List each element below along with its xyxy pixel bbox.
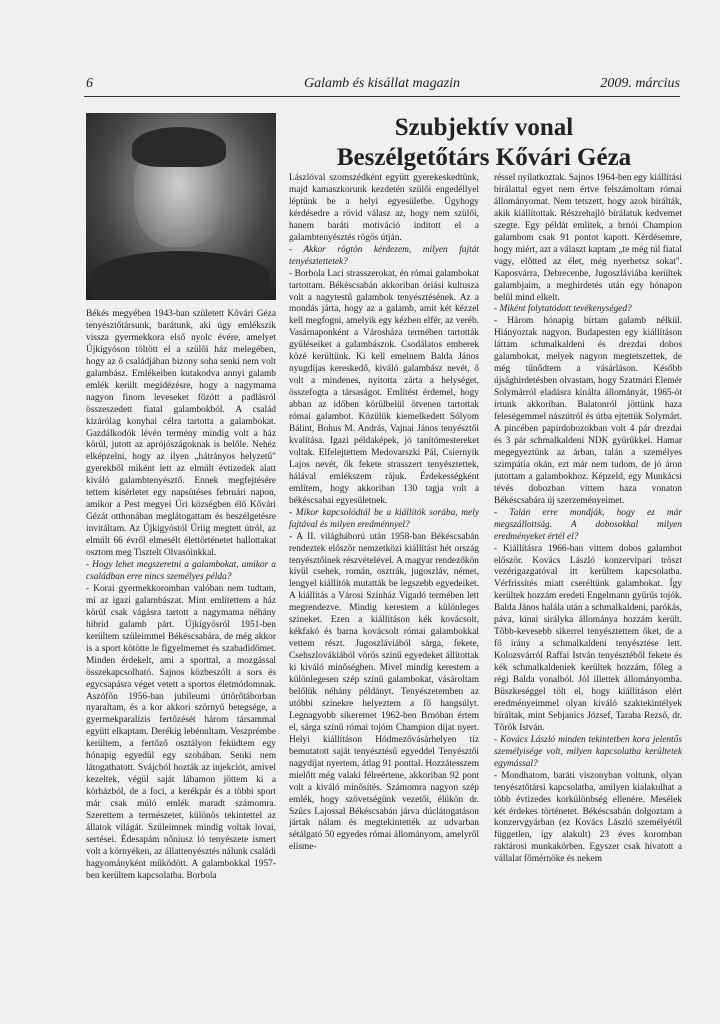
body-paragraph: Lászlóval szomszédként együtt gyerekeskedtünk, majd kamaszkorunk kezdetén szülői engedéllyel léptünk be a helyi egyesületbe. Úgyhogy kérdésedre a rövid válasz az, hogy nem szülői, hanem baráti motiváció indított el a galambtenyésztés rögös útján. bbox=[289, 173, 479, 243]
issue-date: 2009. március bbox=[600, 76, 680, 91]
body-paragraph: - Mondhatom, baráti viszonyban voltunk, olyan tenyésztőtársi kapcsolatba, amilyen kialakulhat a több évtizedes korkülönbség ellenére. Mesélek két érdekes történetet. Békéscsabán dolgoztam a konzervgyárban (ez Kovács László személyétől független, így alakult) 23 éves koromban raktárosi munkakörben. Egyszer csak hívatott a vállalat főmérnöke és nekem bbox=[494, 770, 682, 865]
portrait-shoulders bbox=[92, 251, 270, 300]
interview-question: - Miként folytatódott tevékenységed? bbox=[494, 304, 632, 315]
article-subtitle: Beszélgetőtárs Kővári Géza bbox=[336, 144, 632, 171]
article-title: Szubjektív vonal bbox=[394, 114, 574, 141]
text-column-3 bbox=[494, 173, 682, 957]
text-column-2 bbox=[289, 173, 479, 957]
portrait-photo bbox=[86, 113, 276, 300]
page-number: 6 bbox=[86, 76, 93, 91]
interview-question: - Mikor kapcsolódtál be a kiállítók sorába, mely fajtával és milyen eredménnyel? bbox=[289, 507, 479, 530]
portrait-hair bbox=[132, 127, 226, 167]
body-paragraph: - A II. világháború után 1958-ban Békéscsabán rendeztek először nemzetközi kiállítást hét ország tenyésztőinek részvételével. A magyar rendezőkön kívül csehek, román, osztrák, jugoszláv, német, lengyel kiállítók mutatták be legszebb egyedeiket. A kiállítás a Városi Színház Vigadó termében lett megrendezve. Mindig kerestem a különleges színeket. Ezen a kiállításon kék kovácsolt, kékfakó és barna kovácsolt római galambokkal vettem részt. Jugoszláviából sárga, fekete, Csehszlovákiából vörös színű egyedeket állítottak ki kiváló minőségben. Mivel mindig kerestem a különlegesen szép színű galambokat, vásároltam belőlük néhány példányt. Tenyészetemben az utóbbi színekre helyeztem a fő hangsúlyt. Legnagyobb sikeremet 1962-ben Brnóban értem el, sárga színű római tojóm Champion díjat nyert. Helyi kiállításon Hódmezővásárhelyen tíz bemutatott saját tenyésztésű egyeddel Tenyésztői nagydíjat nyertem, átlag 91 ponttal. Hozzátesszem mielőtt még valaki félreértene, akkoriban 92 pont volt a kiváló minősítés. Számomra nagyon szép emlék, hogy szövetségünk vezetői, élükön dr. Szűcs Lajossal Békéscsabán járva dúclátogatáson jártak nálam és megtekintették az udvarban sétálgató 50 egyedes római állományom, amelyről elisme- bbox=[289, 531, 479, 853]
interview-question: - Akkor rögtön kérdezem, milyen fajtát tenyésztettetek? bbox=[289, 244, 479, 267]
body-paragraph: réssel nyilatkoztak. Sajnos 1964-ben egy kiállítási bírálattal egyet nem értve felszámoltam római állományomat. Nem tetszett, hogy azok bírálták, akik kiállítottak. Részrehajló bírálatuk kedvemet szegte. Egy példát említek, a brnói Champion galambom csak 91 pontot kapott. Kérdésemre, hogy miért, azt a választ kaptam „te még túl fiatal vagy, előtted az élet, még nyerhetsz sokat". Kaposvárra, Debrecenbe, Jugoszláviába kerültek galambjaim, a meghirdetés után egy hónapon belül mind elkelt. bbox=[494, 173, 682, 303]
running-header bbox=[84, 76, 680, 96]
magazine-title: Galamb és kisállat magazin bbox=[304, 76, 460, 91]
body-paragraph: - Három hónapig bírtam galamb nélkül. Hiányoztak nagyon. Budapesten egy kiállításon láttam schmalkaldeni és drezdai dobos galambokat, melyek nagyon megtetszettek, de még tűnődtem a vásárláson. Később újsághirdetésben olvastam, hogy Szatmári Elemér Solymárról eladásra kínálta állományát, 1965-öt írtunk akkoriban. Balatonról jöttünk haza feleségemmel nászútról és útba ejtettük Solymárt. A pincében papírdobozokban volt 4 pár drezdai és 3 pár schmalkaldeni NDK gyűrűkkel. Hamar megegyeztünk az árban, talán a személyes szimpátia okán, ezt már nem tudom, de jó áron jutottam a galambokhoz. Képzeld, egy Munkácsi tévés dobozban vittem haza vonaton Békéscsabára új szerzeményeimet. bbox=[494, 316, 682, 506]
body-paragraph: Békés megyében 1943-ban született Kővári Géza tenyésztőtársunk, barátunk, aki úgy emlékszik vissza gyermekkora első nyolc évére, amelyet Újkígyóson töltött el a szülői ház melegében, hogy az ő családjában bizony soha senki nem volt galambász. Emlékeiben kutakodva annyi galamb emlék került megidézésre, hogy a nagymama nagyon finom leveseket főzött a padlásról összeszedett fiatal galambokból. A család kizárólag konyhai célra tartotta a galambokat. Gazdálkodók lévén termény mindig volt a ház körül, jutott az aprójószágoknak is belőle. Nehéz elképzelni, hogy az ilyen „hátrányos helyzetű" gyerekből miként lett az elmúlt évtizedek alatt kiváló galambtenyésztő. Ennek megfejtésére tettem kísérletet egy napsütéses februári napon, amikor a Pest megyei Úri községben élő Kővári Gézát otthonában meglátogattam és beszélgetésre invitáltam. Az Újkígyóstól Úriig megtett útról, az elmúlt 66 évről elmesélt élettörténetet hallottakat osztom meg Tisztelt Olvasóinkkal. bbox=[86, 309, 276, 559]
header-rule bbox=[84, 96, 680, 97]
interview-question: - Hogy lehet megszeretni a galambokat, amikor a családban erre nincs személyes példa? bbox=[86, 560, 276, 582]
body-paragraph: - Korai gyermekkoromban valóban nem tudtam, mi az igazi galambászat. Mint említettem a ház körül csak vágásra tartott a nagymama néhány hibrid galamb párt. Újkígyósról 1951-ben kerültem szüleimmel Békéscsabára, de még akkor is a sport kötötte le figyelmemet és szabadidőmet. Minden érdekelt, ami a sporttal, a mozgással összekapcsolható. Sajnos közbeszólt a sors és egycsapásra véget vetett a sportos életmódomnak. Aszófőn 1956-ban jubileumi úttörőtáborban nyaraltam, és a kor akkori szörnyű betegsége, a gyermekparalízis fertőzését három társammal együtt elkaptam. Derékig lebénultam. Veszprémbe kerültem, a fertőző osztályon feküdtem egy hónapig egyedül egy szobában. Senki nem látogathatott. Svájcból hozták az injekciót, amivel kezeltek, végül saját lábamon jöttem ki a kórházból, de a foci, a kerékpár és a többi sport már csak múló emlék maradt számomra. Szerettem a természetet, különös tekintettel az állatok világát. Szüleimnek mindig voltak lovai, sertései. Édesapám nőniusz ló tenyészete ismert volt a környéken, az állattenyésztés nálunk családi hagyományként működött. A galambokkal 1957-ben kerültem kapcsolatba. Borbola bbox=[86, 583, 276, 881]
body-paragraph: - Kiállításra 1966-ban vittem dobos galambot először. Kovács László konzervipari tröszt vezérigazgatóval itt kerültem kapcsolatba. Vérfrissítés miatt cseréltünk galambokat. Így kerültek hozzám eredeti Engelmann gyűrűs tojók. Balda János halála után a schmalkaldeni, parókás, páva, kínai sirályka állománya hozzám került. Több-kevesebb sikerrel tenyésztettem őket, de a fő irány a schmalkaldeni tenyésztése lett. Kolozsvárról Raffai István tenyésztéből fekete és kék schmalkaldeniek kerültek hozzám, főleg a régi Balda vonalból. Jól illettek állományomba. Büszkeséggel tölt el, hogy kiállításon elért eredményeimmel olyan kiváló szaktekintélyek bíráltak, mint Sebjanics József, Taraba Rezső, dr. Török István. bbox=[494, 543, 682, 733]
text-column-1 bbox=[86, 309, 276, 957]
body-paragraph: - Borbola Laci strasszerokat, én római galambokat tartottam. Békéscsabán akkoriban óriási kultusza volt a nagytestű galambok tenyésztésének. Az a mondás járta, hogy az a galamb, amit két kézzel kell megfogni, amelyik egy kézben elfér, az veréb. Vasárnaponként a Városháza termében tartották gyűléseiket a galambászok. Csodálatos emberek közé kerültünk. Ki kell emelnem Balda János nyugdíjas kereskedő, kiváló galambász nevét, ő volt a mindenes, nyitotta zárta a helységet, összefogta a társaságot. Említést érdemel, hogy abban az időben körülbelül ötvenen tartottak római galambot. Közülük kiemelkedett Sólyom Bálint, Bohus M. András, Vajnai János tenyésztői kvalitása. Igazi példaképek, jó tanítómestereket voltak. Elfelejtettem Medovarszki Pál, Csiernyik Lajos nevét, ők fekete strasszert tenyésztettek, hálával emlékszem rájuk. Érdekességként említem, hogy akkoriban 130 tagja volt a békéscsabai egyesületnek. bbox=[289, 268, 479, 506]
interview-question: - Kovács László minden tekintetben kora jelentős személyisége volt, milyen kapcsolatba kerültetek egymással? bbox=[494, 734, 682, 769]
interview-question: - Talán erre mondják, hogy ez már megszállottság. A dobosokkal milyen eredményeket értél el? bbox=[494, 507, 682, 542]
